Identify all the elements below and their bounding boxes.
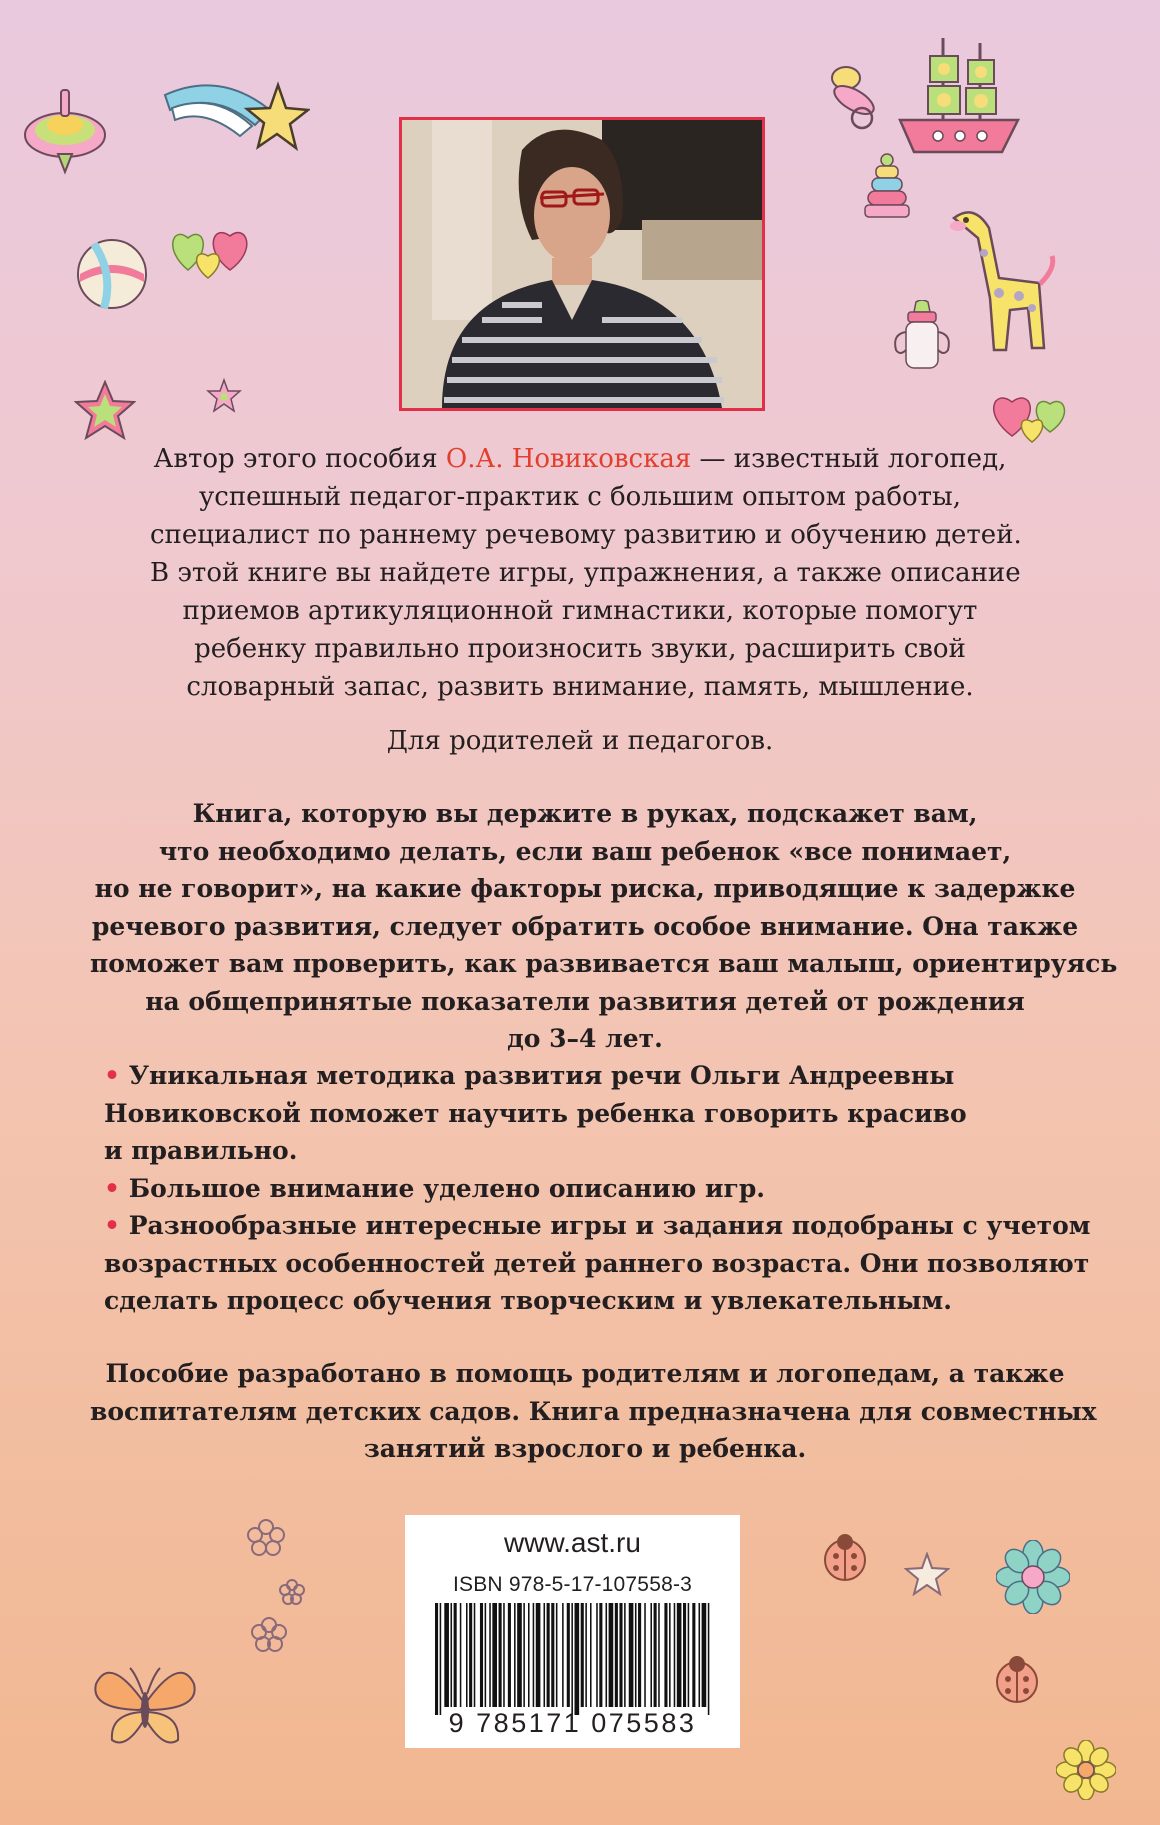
barcode-bar — [514, 1603, 516, 1707]
barcode-bar — [635, 1603, 637, 1707]
barcode-bar — [451, 1603, 453, 1707]
author-portrait-illustration — [402, 120, 762, 408]
barcode-bar — [624, 1603, 626, 1707]
daisy-icon — [1056, 1740, 1116, 1800]
barcode-bar — [581, 1603, 584, 1707]
author-name: О.А. Новиковская — [445, 444, 692, 474]
barcode-bar — [492, 1603, 497, 1707]
bullet-icon: • — [104, 1211, 120, 1240]
author-line: специалист по раннему речевому развитию и обучению детей. — [150, 520, 1022, 550]
author-line: Автор этого пособия О.А. Новиковская — известный логопед, — [153, 444, 1007, 474]
book-line: на общепринятые показатели развития детей от рождения — [145, 986, 1025, 1016]
barcode-bar — [677, 1603, 682, 1707]
barcode-bar — [669, 1603, 671, 1707]
barcode-bar — [644, 1603, 646, 1707]
publisher-website: www.ast.ru — [504, 1527, 641, 1558]
giraffe-icon — [944, 198, 1059, 358]
barcode-bar — [699, 1603, 701, 1707]
author-line: В этой книге вы найдете игры, упражнения, а также описание — [150, 558, 1021, 588]
barcode-bar — [508, 1603, 511, 1707]
barcode-bar — [599, 1603, 602, 1707]
butterfly-icon — [90, 1654, 200, 1754]
closing-line: воспитателям детских садов. Книга предназначена для совместных — [90, 1396, 1097, 1426]
list-item-continuation: Новиковской поможет научить ребенка говорить красиво — [104, 1098, 967, 1128]
barcode-bar — [664, 1603, 667, 1707]
isbn-label: ISBN 978-5-17-107558-3 — [452, 1573, 693, 1596]
barcode-bar — [480, 1603, 483, 1707]
book-description — [90, 795, 1118, 1058]
list-item: • Большое внимание уделено описанию игр. — [104, 1173, 766, 1203]
ship-icon — [898, 28, 1020, 160]
shooting-star-icon — [160, 70, 310, 160]
flower-icon — [246, 1518, 286, 1558]
barcode-bar — [551, 1603, 554, 1707]
star-icon — [206, 378, 242, 414]
bullet-icon: • — [104, 1173, 120, 1203]
ladybug-icon — [990, 1652, 1044, 1706]
barcode-bar — [615, 1603, 618, 1707]
book-line: что необходимо делать, если ваш ребенок «все понимает, — [158, 836, 1012, 866]
list-item: • Разнообразные интересные игры и задания подобраны с учетом — [104, 1211, 1091, 1240]
barcode-bar — [567, 1603, 570, 1707]
barcode-digits: 9 785171 075583 — [448, 1708, 697, 1738]
barcode-bar — [692, 1603, 695, 1707]
barcode-bar — [466, 1603, 468, 1707]
ladybug-icon — [818, 1530, 872, 1584]
list-item-continuation: сделать процесс обучения творческим и увлекательным. — [104, 1286, 952, 1315]
closing-line: занятий взрослого и ребенка. — [363, 1434, 807, 1463]
pacifier-icon — [818, 62, 882, 132]
barcode-bar — [585, 1603, 587, 1707]
barcode-bar — [650, 1603, 652, 1707]
barcode-bar — [708, 1603, 710, 1715]
list-item-continuation: возрастных особенностей детей раннего возраста. Они позволяют — [104, 1248, 1090, 1278]
barcode-bar — [528, 1603, 530, 1707]
list-item-continuation: и правильно. — [104, 1136, 298, 1165]
barcode-bar — [547, 1603, 550, 1707]
feature-list — [104, 1057, 1094, 1320]
hearts-icon — [168, 220, 258, 280]
flower-icon — [250, 1616, 288, 1654]
hearts-icon — [986, 384, 1076, 444]
barcode-bar — [575, 1603, 580, 1715]
closing-paragraph — [90, 1355, 1097, 1468]
barcode-bar — [499, 1603, 502, 1707]
barcode-bar — [485, 1603, 487, 1707]
book-line: Книга, которую вы держите в руках, подскажет вам, — [192, 799, 978, 828]
barcode-bar — [556, 1603, 558, 1707]
author-line: успешный педагог-практик с большим опытом работы, — [198, 482, 961, 512]
book-line: но не говорит», на какие факторы риска, приводящие к задержке — [94, 874, 1076, 903]
barcode-bar — [658, 1603, 660, 1707]
barcode-bar — [517, 1603, 522, 1707]
barcode-bar — [638, 1603, 641, 1707]
pyramid-toy-icon — [862, 152, 912, 220]
author-line: ребенку правильно произносить звуки, расширить свой — [194, 634, 966, 664]
barcode-bar — [596, 1603, 598, 1707]
barcode-bar — [606, 1603, 608, 1707]
book-line: до 3–4 лет. — [507, 1024, 663, 1053]
barcode-bar — [469, 1603, 472, 1707]
barcode-bar — [619, 1603, 622, 1707]
bullet-icon: • — [104, 1061, 120, 1090]
barcode-bar — [683, 1603, 686, 1707]
barcode-bar — [688, 1603, 690, 1707]
barcode-bar — [533, 1603, 535, 1707]
barcode-bar — [489, 1603, 491, 1707]
daisy-icon — [996, 1540, 1070, 1614]
barcode-bar — [654, 1603, 657, 1707]
author-line: приемов артикуляционной гимнастики, которые помогут — [182, 596, 978, 626]
barcode-block — [405, 1515, 740, 1748]
author-line: словарный запас, развить внимание, память, мышление. — [186, 672, 974, 702]
barcode-bar — [474, 1603, 476, 1707]
barcode-bar — [503, 1603, 505, 1707]
barcode-bar — [536, 1603, 541, 1707]
barcode-bar — [544, 1603, 546, 1707]
barcode-bar — [454, 1603, 457, 1707]
star-icon — [904, 1552, 950, 1596]
barcode-bar — [674, 1603, 676, 1707]
barcode-bar — [523, 1603, 525, 1707]
book-line: поможет вам проверить, как развивается ваш малыш, ориентируясь — [90, 949, 1118, 978]
barcode-bar — [609, 1603, 614, 1707]
list-item: • Уникальная методика развития речи Ольги Андреевны — [104, 1061, 955, 1090]
spinning-top-icon — [20, 80, 110, 175]
closing-line: Пособие разработано в помощь родителям и логопедам, а также — [105, 1359, 1065, 1388]
flower-icon — [278, 1578, 306, 1606]
barcode-bar — [571, 1603, 573, 1715]
baby-bottle-icon — [890, 300, 954, 372]
book-line: речевого развития, следует обратить особое внимание. Она также — [91, 911, 1079, 941]
ball-icon — [74, 236, 150, 312]
barcode-bar — [440, 1603, 442, 1715]
barcode-bar — [444, 1603, 449, 1707]
barcode-bar — [629, 1603, 634, 1707]
star-icon — [74, 380, 136, 440]
author-photo — [399, 117, 765, 411]
barcode-bar — [590, 1603, 592, 1707]
barcode-bar — [702, 1603, 707, 1707]
barcode-bars — [435, 1603, 710, 1715]
audience-note: Для родителей и педагогов. — [386, 726, 774, 756]
author-description — [150, 440, 1022, 706]
barcode-bar — [562, 1603, 564, 1707]
barcode-bar — [460, 1603, 462, 1707]
barcode-bar — [435, 1603, 438, 1715]
